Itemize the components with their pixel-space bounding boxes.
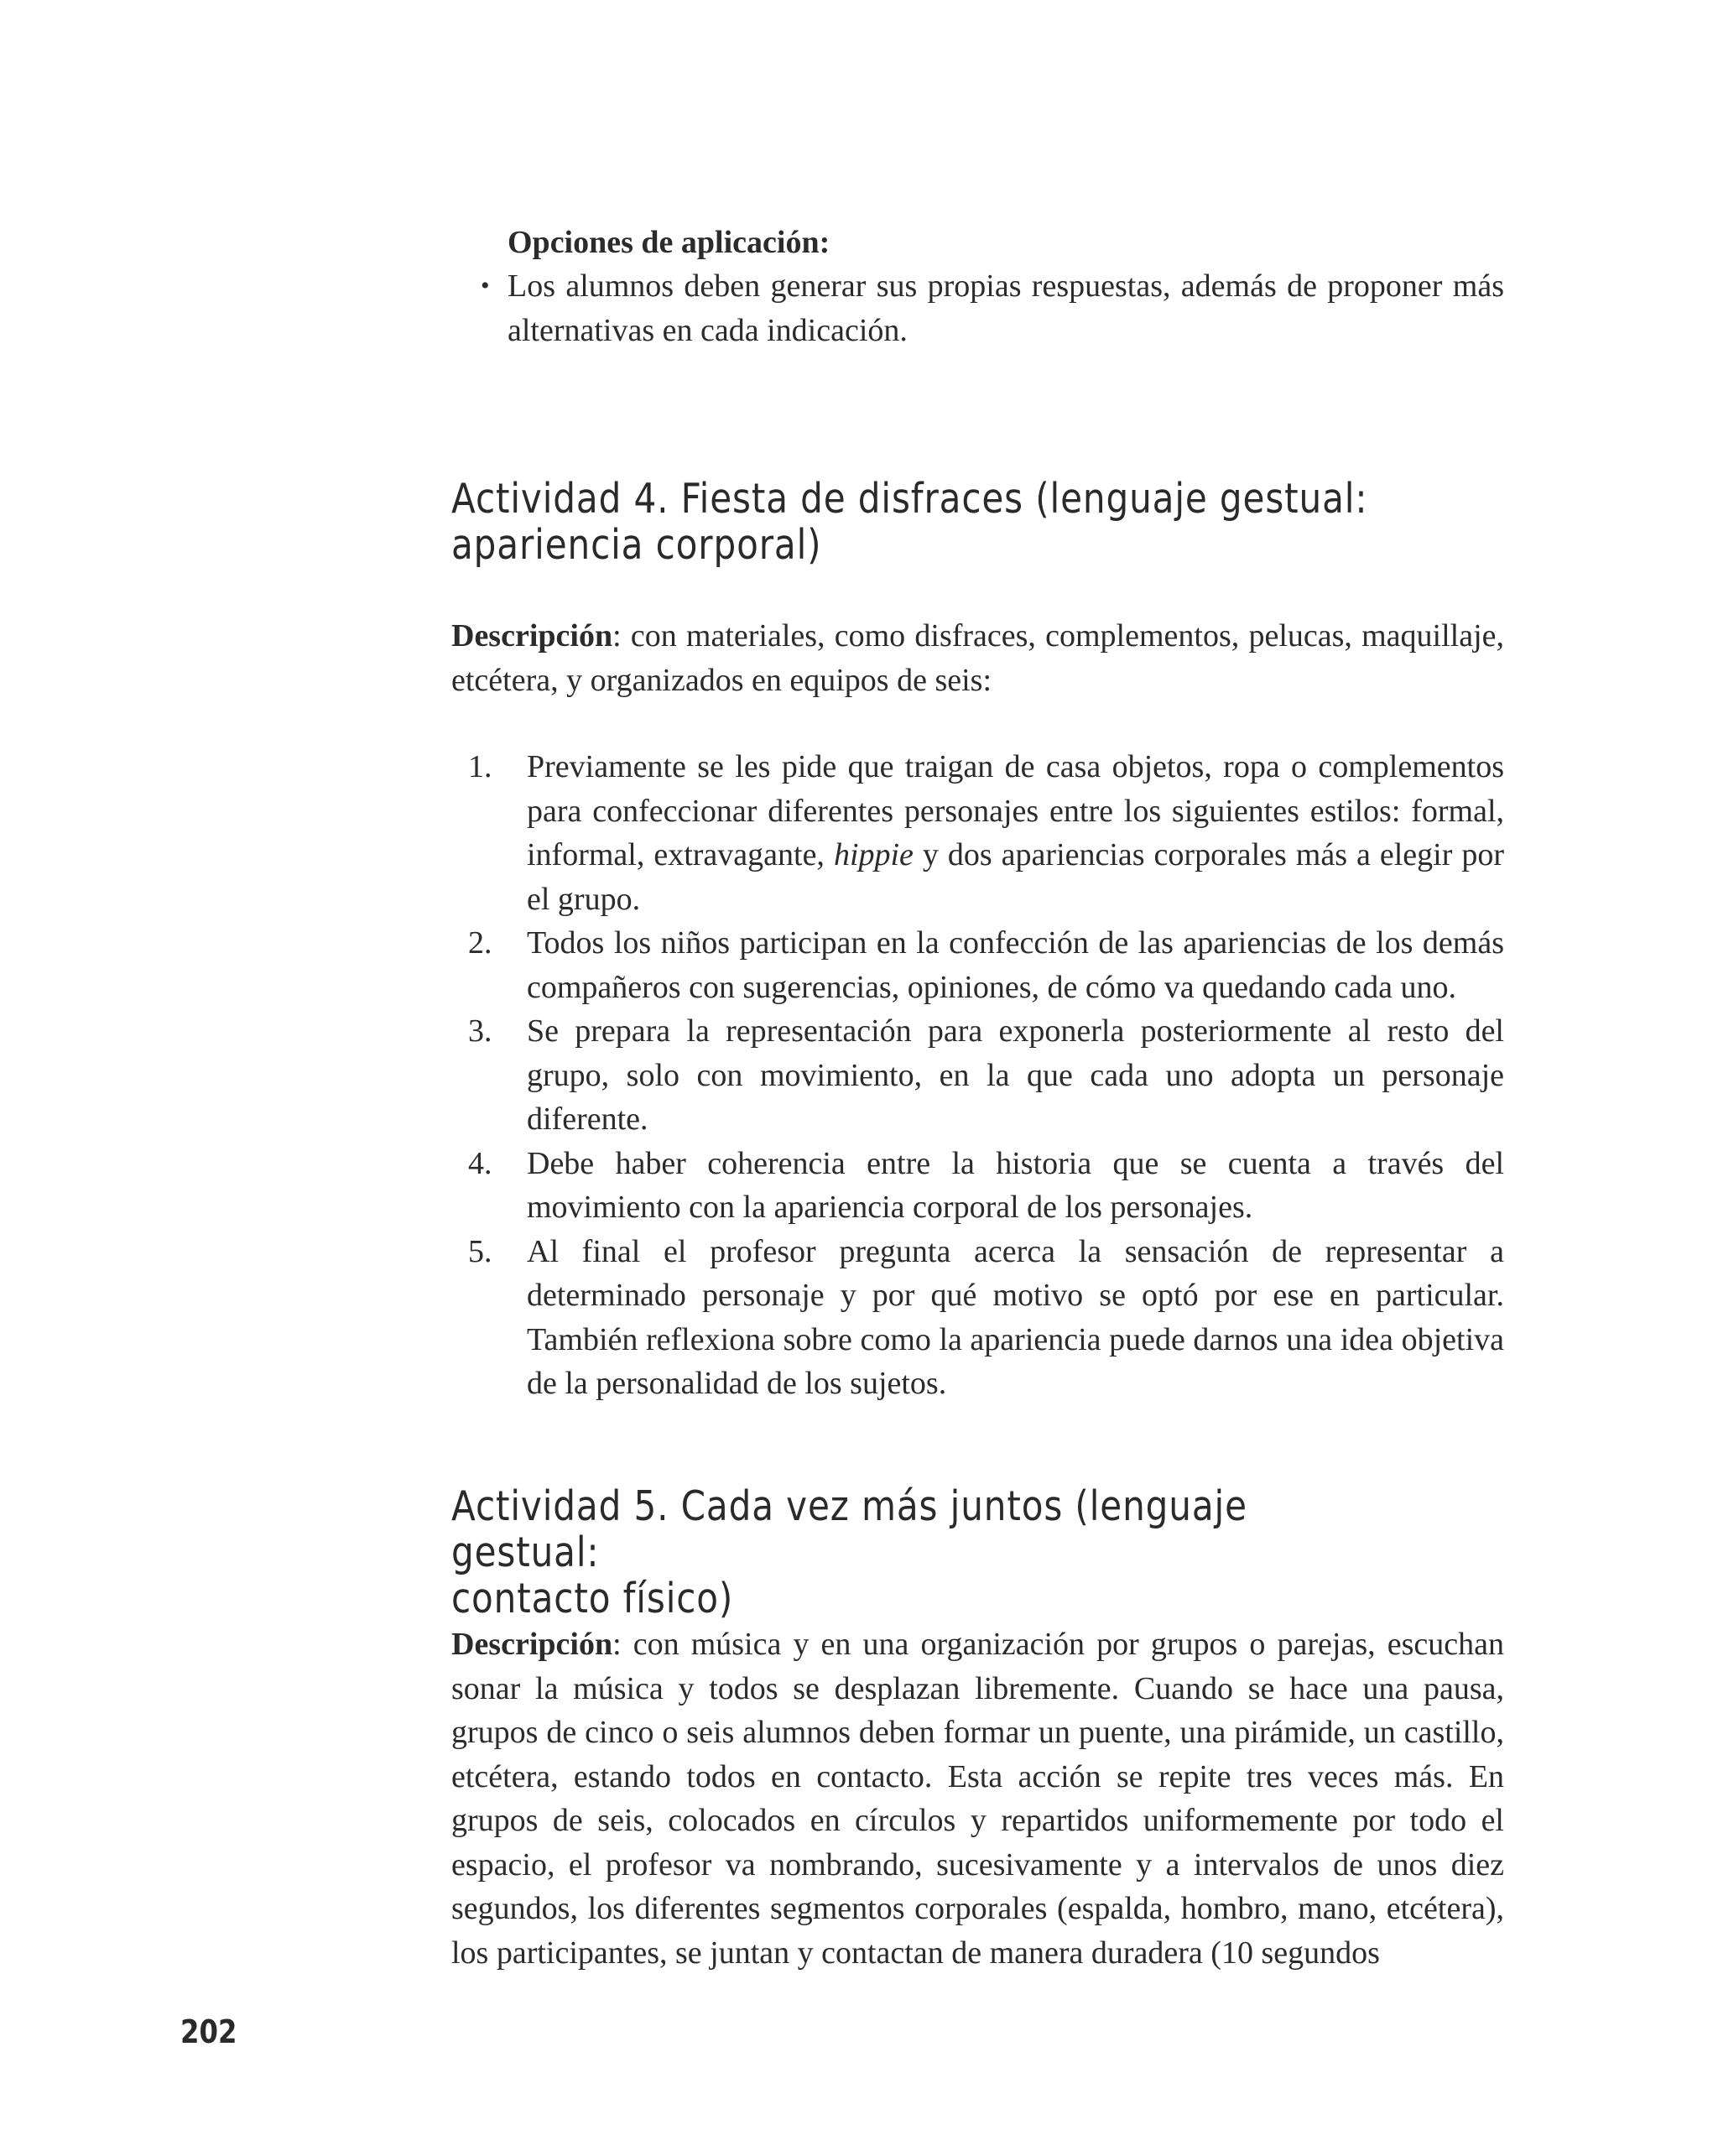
step-item xyxy=(451,745,1504,921)
step-item xyxy=(451,1009,1504,1142)
step-number: 1. xyxy=(468,749,492,784)
step-text: Al final el profesor pregunta acerca la sensación de representar a determinado personaje y por qué motivo se optó por ese en particular. También reflexiona sobre como la apariencia puede darnos una idea objetiva de la personalidad de los sujetos. xyxy=(527,1233,1504,1401)
opciones-title: Opciones de aplicación: xyxy=(508,225,830,260)
step-text-after: y dos apariencias corporales más a elegir por el grupo. xyxy=(527,837,1504,917)
actividad-4-heading xyxy=(451,476,1389,568)
page-number: 202 xyxy=(180,2013,237,2050)
step-number: 5. xyxy=(468,1233,492,1269)
description-text: : con música y en una organización por grupos o parejas, escuchan sonar la música y todos se desplazan libremente. Cuando se hace una pausa, grupos de cinco o seis alumnos deben formar un puente, una pirámide, un castillo, etcétera, estando todos en contacto. Esta acción se repite tres veces más. En grupos de seis, colocados en círculos y repartidos uniformemente por todo el espacio, el profesor va nombrando, sucesivamente y a intervalos de unos diez segundos, los diferentes segmentos corporales (espalda, hombro, mano, etcétera), los participantes, se juntan y contactan de manera duradera (10 segundos xyxy=(451,1627,1504,1971)
step-number: 2. xyxy=(468,925,492,961)
description-label: Descripción xyxy=(451,1627,613,1662)
actividad-5-heading-line2: contacto físico) xyxy=(451,1575,734,1622)
actividad-5-heading xyxy=(451,1483,1389,1622)
step-number: 4. xyxy=(468,1145,492,1181)
step-item xyxy=(451,921,1504,1009)
step-item xyxy=(451,1142,1504,1230)
actividad-5-description xyxy=(451,1622,1504,1975)
opciones-item xyxy=(481,264,1504,352)
step-number: 3. xyxy=(468,1013,492,1049)
description-text: : con materiales, como disfraces, complementos, pelucas, maquillaje, etcétera, y organizados en equipos de seis: xyxy=(451,618,1504,698)
actividad-4-description xyxy=(451,614,1504,702)
actividad-4-steps xyxy=(451,745,1504,1406)
step-text: Se prepara la representación para exponerla posteriormente al resto del grupo, solo con movimiento, en la que cada uno adopta un personaje diferente. xyxy=(527,1013,1504,1137)
actividad-5-heading-line1: Actividad 5. Cada vez más juntos (lenguaje gestual: xyxy=(451,1482,1247,1576)
bullet-icon: • xyxy=(481,272,490,299)
step-text: Debe haber coherencia entre la historia que se cuenta a través del movimiento con la apariencia corporal de los personajes. xyxy=(527,1145,1504,1225)
actividad-4-heading-line2: apariencia corporal) xyxy=(451,521,822,569)
opciones-list xyxy=(481,264,1504,352)
opciones-item-text: Los alumnos deben generar sus propias respuestas, además de proponer más alternativas en cada indicación. xyxy=(508,268,1504,348)
step-item xyxy=(451,1230,1504,1406)
step-text-italic: hippie xyxy=(833,837,914,872)
description-label: Descripción xyxy=(451,618,613,654)
step-text: Todos los niños participan en la confección de las apariencias de los demás compañeros con sugerencias, opiniones, de cómo va quedando cada uno. xyxy=(527,925,1504,1005)
actividad-4-heading-line1: Actividad 4. Fiesta de disfraces (lenguaje gestual: xyxy=(451,475,1368,523)
step-text: Previamente se les pide que traigan de casa objetos, ropa o complementos para confeccionar diferentes personajes entre los siguientes estilos: formal, informal, extravagante, xyxy=(527,749,1504,872)
